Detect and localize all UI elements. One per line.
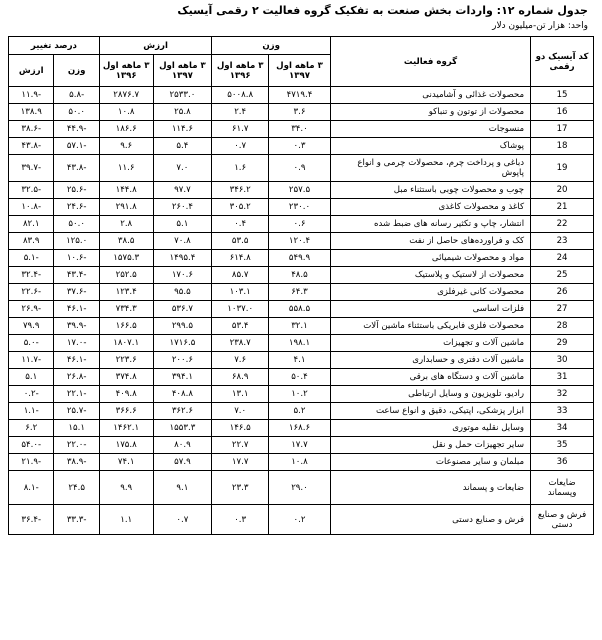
table-row [9,318,594,335]
row-weight-1396: ۷.۰ [212,403,269,420]
row-change-value: -۱۱.۷ [9,352,54,369]
row-value-1396: ۲۹۱.۸ [99,199,153,216]
row-change-value: -۳۶.۴ [9,505,54,535]
row-value-1397: ۱۱۴.۶ [153,121,212,138]
table-row [9,233,594,250]
row-group: مبلمان و سایر مصنوعات [330,454,530,471]
row-value-1397: ۴۰۸.۸ [153,386,212,403]
row-value-1396: ۹.۶ [99,138,153,155]
row-change-value: -۳۲.۵ [9,182,54,199]
row-weight-1397: ۳۲.۱ [269,318,331,335]
row-weight-1397: ۵۵۸.۵ [269,301,331,318]
row-weight-1396: ۵۳.۴ [212,318,269,335]
row-change-value: -۳۹.۷ [9,155,54,182]
row-weight-1396: ۲.۴ [212,104,269,121]
row-value-1396: ۱۴۶۲.۱ [99,420,153,437]
row-code: 35 [531,437,594,454]
table-title: جدول شماره ۱۲: واردات بخش صنعت به تفکیک گروه فعالیت ۲ رقمی آیسیک [177,4,588,17]
row-weight-1396: ۵۳.۵ [212,233,269,250]
row-value-1396: ۱۱.۶ [99,155,153,182]
row-code: 28 [531,318,594,335]
row-value-1397: ۵۷.۹ [153,454,212,471]
row-change-weight: -۴۶.۱ [54,352,99,369]
row-group: مواد و محصولات شیمیائی [330,250,530,267]
row-group: ضایعات و پسماند [330,471,530,505]
row-change-value: -۳۲.۴ [9,267,54,284]
row-value-1396: ۱۲۳.۴ [99,284,153,301]
row-weight-1397: ۴.۱ [269,352,331,369]
row-value-1397: ۹۷.۷ [153,182,212,199]
row-value-1397: ۳۹۴.۱ [153,369,212,386]
row-code: 33 [531,403,594,420]
table-row [9,216,594,233]
row-value-1397: ۲۰۰.۶ [153,352,212,369]
header-weight: وزن [212,37,331,55]
row-weight-1396: ۱۰۳۷.۰ [212,301,269,318]
row-code: ضایعات وپسماند [531,471,594,505]
row-value-1397: ۵۳۶.۷ [153,301,212,318]
row-weight-1397: ۲۹.۰ [269,471,331,505]
row-weight-1396: ۰.۴ [212,216,269,233]
row-value-1396: ۷۴.۱ [99,454,153,471]
row-code: 26 [531,284,594,301]
header-weight-1397: ۳ ماهه اول ۱۳۹۷ [269,55,331,87]
row-group: وسایل نقلیه موتوری [330,420,530,437]
row-code: 23 [531,233,594,250]
row-change-weight: -۲۴.۶ [54,199,99,216]
row-change-value: ۱۳۸.۹ [9,104,54,121]
row-weight-1397: ۲۵۷.۵ [269,182,331,199]
row-group: فلزات اساسی [330,301,530,318]
row-weight-1396: ۱۴۶.۵ [212,420,269,437]
row-change-value: -۱.۱ [9,403,54,420]
row-change-weight: -۴۳.۸ [54,155,99,182]
row-code: 31 [531,369,594,386]
row-code: 29 [531,335,594,352]
row-value-1396: ۱۷۵.۸ [99,437,153,454]
row-weight-1397: ۴۸.۵ [269,267,331,284]
table-row [9,335,594,352]
row-change-weight: -۳۸.۹ [54,454,99,471]
row-change-weight: -۳۷.۶ [54,284,99,301]
row-change-value: -۵.۱ [9,250,54,267]
row-weight-1397: ۱۰.۸ [269,454,331,471]
table-row [9,369,594,386]
row-group: محصولات فلزی فابریکی باستثناء ماشین آلات [330,318,530,335]
table-row [9,403,594,420]
row-weight-1397: ۱۷.۷ [269,437,331,454]
row-value-1396: ۱۶۶.۵ [99,318,153,335]
row-code: 36 [531,454,594,471]
row-weight-1397: ۶۴.۳ [269,284,331,301]
row-value-1396: ۳۶۶.۶ [99,403,153,420]
row-value-1397: ۱۴۹۵.۴ [153,250,212,267]
row-group: رادیو، تلویزیون و وسایل ارتباطی [330,386,530,403]
row-code: 25 [531,267,594,284]
row-weight-1397: ۴۷۱۹.۴ [269,87,331,104]
row-value-1396: ۳۸.۵ [99,233,153,250]
header-code: کد آیسیک دو رقمی [531,37,594,87]
row-group: منسوجات [330,121,530,138]
row-group: سایر تجهیزات حمل و نقل [330,437,530,454]
row-value-1397: ۸۰.۹ [153,437,212,454]
row-value-1396: ۲۸۷۶.۷ [99,87,153,104]
row-change-weight: ۲۴.۵ [54,471,99,505]
row-change-weight: -۴۶.۱ [54,301,99,318]
row-change-value: -۰.۲ [9,386,54,403]
row-weight-1396: ۲۲.۷ [212,437,269,454]
row-value-1397: ۱۷۱۶.۵ [153,335,212,352]
row-weight-1397: ۵.۲ [269,403,331,420]
row-value-1396: ۱۸۶.۶ [99,121,153,138]
header-group: گروه فعالیت [330,37,530,87]
row-change-value: -۲۱.۹ [9,454,54,471]
table-row [9,454,594,471]
row-change-value: ۶.۲ [9,420,54,437]
row-value-1396: ۱۰.۸ [99,104,153,121]
row-weight-1396: ۱۳.۱ [212,386,269,403]
row-group: کاغذ و محصولات کاغذی [330,199,530,216]
row-value-1397: ۲۵۳۳.۰ [153,87,212,104]
row-change-weight: -۲۶.۸ [54,369,99,386]
header-value-1397: ۳ ماهه اول ۱۳۹۷ [153,55,212,87]
row-value-1396: ۷۳۴.۳ [99,301,153,318]
row-weight-1396: ۳۴۶.۲ [212,182,269,199]
row-weight-1397: ۰.۶ [269,216,331,233]
row-code: 17 [531,121,594,138]
row-group: چوب و محصولات چوبی باستثناء مبل [330,182,530,199]
row-code: 34 [531,420,594,437]
row-change-weight: -۵.۸ [54,87,99,104]
row-value-1397: ۲۹۹.۵ [153,318,212,335]
row-group: پوشاک [330,138,530,155]
table-row [9,471,594,505]
row-code: 20 [531,182,594,199]
header-change-weight: وزن [54,55,99,87]
row-code: 32 [531,386,594,403]
table-row [9,420,594,437]
row-group: دباغی و پرداخت چرم، محصولات چرمی و انواع پاپوش [330,155,530,182]
row-weight-1396: ۶۱۴.۸ [212,250,269,267]
row-value-1397: ۳۶۲.۶ [153,403,212,420]
row-weight-1397: ۱۹۸.۱ [269,335,331,352]
table-row [9,267,594,284]
table-body [9,87,594,535]
row-value-1397: ۲۶۰.۴ [153,199,212,216]
row-weight-1396: ۱.۶ [212,155,269,182]
row-change-weight: ۱۵.۱ [54,420,99,437]
row-change-weight: -۳۳.۳ [54,505,99,535]
row-value-1396: ۳۷۴.۸ [99,369,153,386]
row-weight-1396: ۵۰۰۸.۸ [212,87,269,104]
row-value-1396: ۱۵۷۵.۳ [99,250,153,267]
row-change-weight: -۲۵.۷ [54,403,99,420]
table-row [9,87,594,104]
row-change-weight: -۱۰.۶ [54,250,99,267]
row-code: 22 [531,216,594,233]
row-change-value: ۵.۱ [9,369,54,386]
table-row [9,284,594,301]
header-change: درصد تغییر [9,37,100,55]
row-value-1397: ۹.۱ [153,471,212,505]
table-row [9,386,594,403]
table-row [9,138,594,155]
row-weight-1397: ۵۰.۴ [269,369,331,386]
row-change-value: -۴۳.۸ [9,138,54,155]
row-weight-1396: ۰.۷ [212,138,269,155]
row-change-value: ۸۲.۱ [9,216,54,233]
row-change-weight: ۵۰.۰ [54,216,99,233]
row-weight-1397: ۱۰.۲ [269,386,331,403]
row-group: کک و فراورده‌های حاصل از نفت [330,233,530,250]
row-code: فرش و صنایع دستی [531,505,594,535]
table-row [9,437,594,454]
row-value-1396: ۱۴۴.۸ [99,182,153,199]
row-value-1396: ۱۸۰۷.۱ [99,335,153,352]
row-value-1397: ۵.۱ [153,216,212,233]
row-code: 30 [531,352,594,369]
table-row [9,182,594,199]
table-row [9,352,594,369]
row-change-weight: -۱۷.۰ [54,335,99,352]
row-weight-1397: ۳.۶ [269,104,331,121]
row-change-value: -۲۲.۶ [9,284,54,301]
row-weight-1397: ۰.۹ [269,155,331,182]
row-change-value: -۵.۰ [9,335,54,352]
row-change-weight: -۲۲.۰ [54,437,99,454]
row-change-value: -۵۴.۰ [9,437,54,454]
row-change-value: ۷۹.۹ [9,318,54,335]
row-value-1397: ۹۵.۵ [153,284,212,301]
row-value-1397: ۱۵۵۳.۳ [153,420,212,437]
row-change-value: ۸۳.۹ [9,233,54,250]
table-row [9,199,594,216]
row-group: فرش و صنایع دستی [330,505,530,535]
row-change-value: -۱۱.۹ [9,87,54,104]
row-value-1396: ۲۵۲.۵ [99,267,153,284]
table-row [9,104,594,121]
row-group: انتشار، چاپ و تکثیر رسانه های ضبط شده [330,216,530,233]
row-value-1396: ۲۲۳.۶ [99,352,153,369]
row-weight-1396: ۶۸.۹ [212,369,269,386]
row-weight-1397: ۰.۳ [269,138,331,155]
row-change-weight: -۲۵.۶ [54,182,99,199]
imports-table [8,36,594,535]
row-code: 21 [531,199,594,216]
row-weight-1396: ۰.۳ [212,505,269,535]
row-weight-1396: ۶۱.۷ [212,121,269,138]
row-change-weight: -۵۷.۱ [54,138,99,155]
row-code: 27 [531,301,594,318]
row-value-1397: ۷.۰ [153,155,212,182]
row-weight-1396: ۳۰۵.۲ [212,199,269,216]
row-value-1397: ۱۷۰.۶ [153,267,212,284]
row-group: ماشین آلات و تجهیزات [330,335,530,352]
row-weight-1397: ۲۳۰.۰ [269,199,331,216]
row-value-1397: ۰.۷ [153,505,212,535]
row-weight-1396: ۸۵.۷ [212,267,269,284]
row-change-weight: -۴۴.۹ [54,121,99,138]
row-change-weight: -۴۳.۴ [54,267,99,284]
row-change-weight: -۲۲.۱ [54,386,99,403]
row-code: 16 [531,104,594,121]
row-code: 18 [531,138,594,155]
row-change-weight: ۱۲۵.۰ [54,233,99,250]
row-change-value: -۲۶.۹ [9,301,54,318]
row-group: محصولات از توتون و تنباکو [330,104,530,121]
row-value-1397: ۵.۴ [153,138,212,155]
row-group: ابزار پزشکی، اپتیکی، دقیق و انواع ساعت [330,403,530,420]
row-weight-1397: ۳۴.۰ [269,121,331,138]
row-change-value: -۳۸.۶ [9,121,54,138]
row-value-1396: ۹.۹ [99,471,153,505]
row-group: محصولات غذائی و آشامیدنی [330,87,530,104]
row-value-1397: ۷۰.۸ [153,233,212,250]
row-value-1396: ۴۰۹.۸ [99,386,153,403]
row-weight-1397: ۵۴۹.۹ [269,250,331,267]
row-value-1396: ۱.۱ [99,505,153,535]
row-group: محصولات از لاستیک و پلاستیک [330,267,530,284]
table-row [9,121,594,138]
row-value-1396: ۲.۸ [99,216,153,233]
row-weight-1396: ۲۳.۳ [212,471,269,505]
row-group: ماشین آلات دفتری و حسابداری [330,352,530,369]
table-row [9,250,594,267]
row-weight-1396: ۲۳۸.۷ [212,335,269,352]
row-code: 24 [531,250,594,267]
row-code: 19 [531,155,594,182]
header-change-value: ارزش [9,55,54,87]
table-row [9,505,594,535]
header-weight-1396: ۳ ماهه اول ۱۳۹۶ [212,55,269,87]
row-weight-1396: ۱۰۳.۱ [212,284,269,301]
header-value-1396: ۳ ماهه اول ۱۳۹۶ [99,55,153,87]
row-weight-1397: ۰.۲ [269,505,331,535]
row-code: 15 [531,87,594,104]
row-weight-1396: ۷.۶ [212,352,269,369]
table-row [9,155,594,182]
unit-note: واحد: هزار تن-میلیون دلار [492,21,588,31]
row-weight-1397: ۱۶۸.۶ [269,420,331,437]
row-change-weight: ۵۰.۰ [54,104,99,121]
row-group: محصولات کانی غیرفلزی [330,284,530,301]
row-change-value: -۸.۱ [9,471,54,505]
row-weight-1396: ۱۷.۷ [212,454,269,471]
table-row [9,301,594,318]
row-weight-1397: ۱۲۰.۴ [269,233,331,250]
row-change-value: -۱۰.۸ [9,199,54,216]
row-value-1397: ۲۵.۸ [153,104,212,121]
row-group: ماشین آلات و دستگاه های برقی [330,369,530,386]
header-value: ارزش [99,37,211,55]
row-change-weight: -۳۹.۹ [54,318,99,335]
